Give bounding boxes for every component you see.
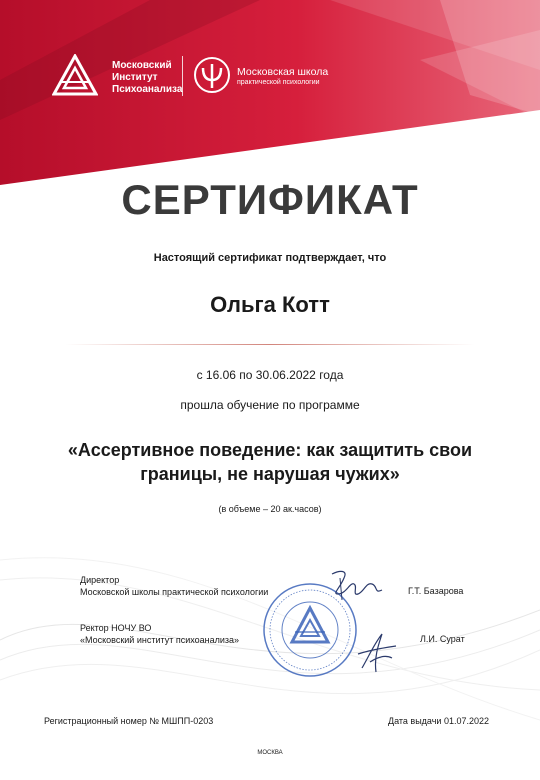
logo-line: Институт [112,72,158,83]
logo-group [52,52,392,104]
school-logo-icon [193,56,231,94]
director-block [80,574,268,598]
director-signature [328,568,386,602]
rector-org: «Московский институт психоанализа» [80,635,240,645]
institute-logo-icon [52,54,98,96]
course-dates: с 16.06 по 30.06.2022 года [196,368,344,382]
studied-text: прошла обучение по программе [180,398,360,412]
institute-logo-text [112,60,182,96]
program-line: «Ассертивное поведение: как защитить свои [67,440,473,460]
director-org: Московской школы практической психологии [80,587,269,597]
logo-divider [182,56,183,96]
program-title [60,438,480,486]
rector-block [80,622,239,646]
school-subtitle: практической психологии [237,79,320,86]
city-label: МОСКВА [257,750,283,756]
school-name: Московская школа [237,66,329,78]
recipient-name: Ольга Котт [210,292,330,317]
course-volume: (в объеме – 20 ак.часов) [218,504,322,514]
logo-line: Психоанализа [112,84,183,95]
issue-date: Дата выдачи 01.07.2022 [388,716,489,726]
confirm-text: Настоящий сертификат подтверждает, что [153,252,387,264]
director-title: Директор [80,575,120,585]
school-logo-text [237,66,328,87]
rector-title: Ректор НОЧУ ВО [80,623,152,633]
logo-line: Московский [112,60,172,71]
rector-signature [352,628,402,676]
name-underline [65,344,475,345]
registration-number: Регистрационный номер № МШПП-0203 [44,716,214,726]
director-name: Г.Т. Базарова [408,586,464,596]
certificate-title: СЕРТИФИКАТ [121,176,419,223]
rector-name: Л.И. Сурат [420,634,465,644]
program-line: границы, не нарушая чужих» [140,464,400,484]
